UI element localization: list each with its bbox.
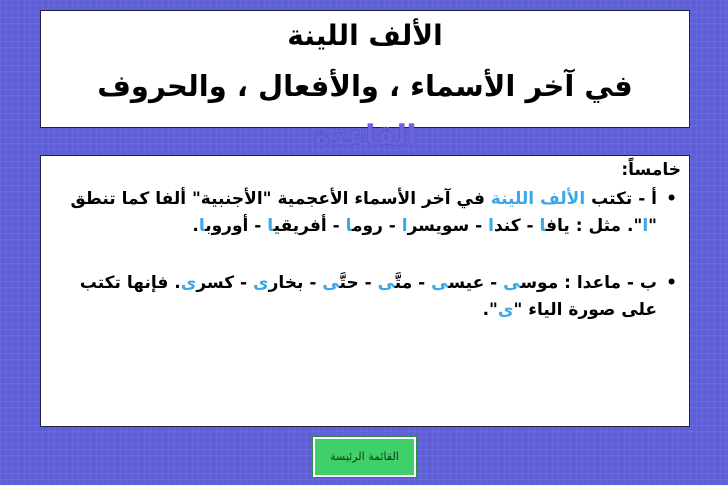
slide-title: الألف اللينة — [287, 19, 443, 52]
bullet-list — [55, 186, 683, 324]
bullet-dot-icon: • — [666, 273, 677, 293]
bullet-dot-icon: • — [666, 189, 677, 209]
bullet-item-b — [55, 270, 683, 324]
bullet-text: أ - تكتب الألف اللينة في آخر الأسماء الأعجمية "الأجنبية" ألفا كما تنطق "ا". مثل : يافا - كندا - سويسرا - روما - أفريقيا - أوروبا. — [70, 189, 657, 236]
main-menu-button[interactable]: القائمة الرئيسة — [313, 437, 416, 477]
content-box — [40, 155, 690, 427]
slide-subtitle: في آخر الأسماء ، والأفعال ، والحروف — [97, 69, 633, 103]
section-heading: خامساً: — [621, 160, 681, 180]
bullet-text: ب - ماعدا : موسى - عيسى - متَّى - حتَّى - بخارى - كسرى. فإنها تكتب على صورة الياء "ى". — [79, 273, 657, 320]
bullet-item-a — [55, 186, 683, 240]
title-overflow-text: القاعدة — [313, 119, 417, 152]
title-box — [40, 10, 690, 152]
